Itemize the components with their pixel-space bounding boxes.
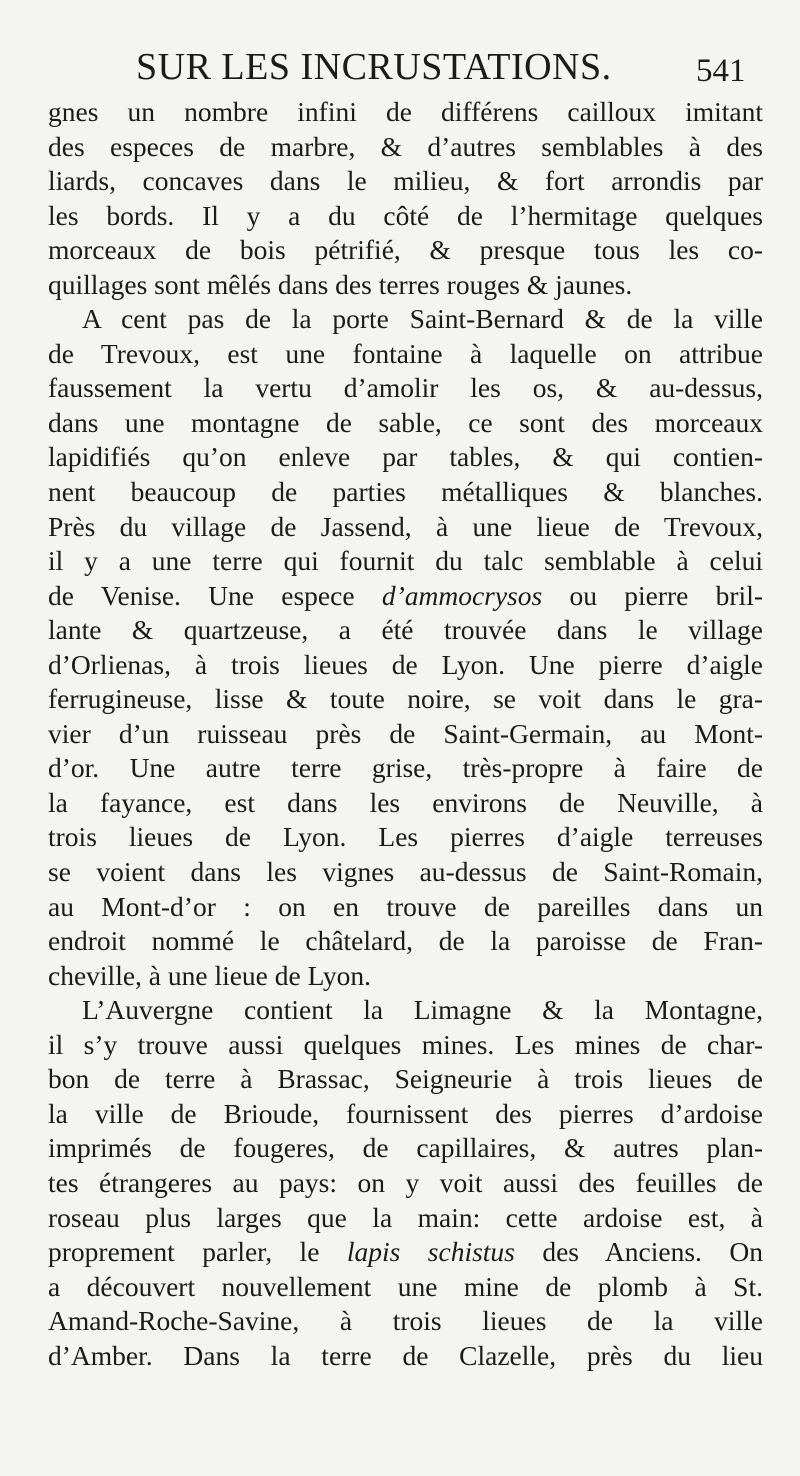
text-line: d’or. Une autre terre grise, très-propre à faire de — [48, 752, 763, 784]
text-line: dans une montagne de sable, ce sont des morceaux — [48, 406, 763, 438]
text-line: la ville de Brioude, fournissent des pierres d’ardoise — [48, 1097, 763, 1129]
text-line: quillages sont mêlés dans des terres rouges & jaunes. — [48, 268, 633, 300]
text-line: de Venise. Une espece d’ammocrysos ou pierre bril- — [48, 579, 763, 611]
text-line: vier d’un ruisseau près de Saint-Germain, au Mont- — [48, 717, 763, 749]
page-number: 541 — [696, 53, 746, 89]
text-line: des especes de marbre, & d’autres semblables à des — [48, 130, 763, 162]
text-line: trois lieues de Lyon. Les pierres d’aigle terreuses — [48, 821, 763, 853]
text-line: ferrugineuse, lisse & toute noire, se voit dans le gra- — [48, 683, 763, 715]
italic-term: d’ammocrysos — [381, 579, 543, 611]
text-line: roseau plus larges que la main: cette ardoise est, à — [48, 1201, 763, 1233]
text-line: se voient dans les vignes au-dessus de Saint-Romain, — [48, 856, 763, 888]
text-line: gnes un nombre infini de différens cailloux imitant — [48, 96, 763, 127]
text-line: nent beaucoup de parties métalliques & blanches. — [48, 476, 763, 508]
text-line: liards, concaves dans le milieu, & fort arrondis par — [48, 165, 763, 197]
text-line: faussement la vertu d’amolir les os, & au-dessus, — [48, 372, 763, 404]
text-line: lante & quartzeuse, a été trouvée dans le village — [48, 614, 763, 646]
text-line: imprimés de fougeres, de capillaires, & autres plan- — [48, 1132, 763, 1164]
page-header — [136, 45, 776, 97]
text-line: endroit nommé le châtelard, de la paroisse de Fran- — [48, 925, 763, 957]
text-line: d’Amber. Dans la terre de Clazelle, près du lieu — [48, 1339, 763, 1371]
text-line: A cent pas de la porte Saint-Bernard & de la ville — [82, 303, 763, 335]
text-line: morceaux de bois pétrifié, & presque tous les co- — [48, 234, 763, 266]
text-line: bon de terre à Brassac, Seigneurie à trois lieues de — [48, 1063, 763, 1095]
italic-term: lapis schistus — [346, 1236, 515, 1268]
text-line: proprement parler, le lapis schistus des Anciens. On — [48, 1236, 763, 1268]
text-line: cheville, à une lieue de Lyon. — [48, 959, 372, 991]
text-line: il y a une terre qui fournit du talc semblable à celui — [48, 545, 763, 577]
text-line: a découvert nouvellement une mine de plomb à St. — [48, 1270, 763, 1302]
text-line: lapidifiés qu’on enleve par tables, & qui contien- — [48, 441, 763, 473]
text-line: Près du village de Jassend, à une lieue de Trevoux, — [48, 510, 763, 542]
text-line: L’Auvergne contient la Limagne & la Montagne, — [82, 994, 763, 1026]
text-line: il s’y trouve aussi quelques mines. Les mines de char- — [48, 1028, 763, 1060]
text-line: Amand-Roche-Savine, à trois lieues de la ville — [48, 1305, 763, 1337]
text-line: la fayance, est dans les environs de Neuville, à — [48, 786, 763, 818]
text-line: tes étrangeres au pays: on y voit aussi des feuilles de — [48, 1166, 763, 1198]
text-line: de Trevoux, est une fontaine à laquelle on attribue — [48, 337, 763, 369]
text-line: au Mont-d’or : on en trouve de pareilles dans un — [48, 890, 763, 922]
text-line: les bords. Il y a du côté de l’hermitage quelques — [48, 199, 763, 231]
body-text — [48, 95, 763, 1373]
running-head: SUR LES INCRUSTATIONS. — [136, 46, 612, 88]
text-line: d’Orlienas, à trois lieues de Lyon. Une pierre d’aigle — [48, 648, 763, 680]
